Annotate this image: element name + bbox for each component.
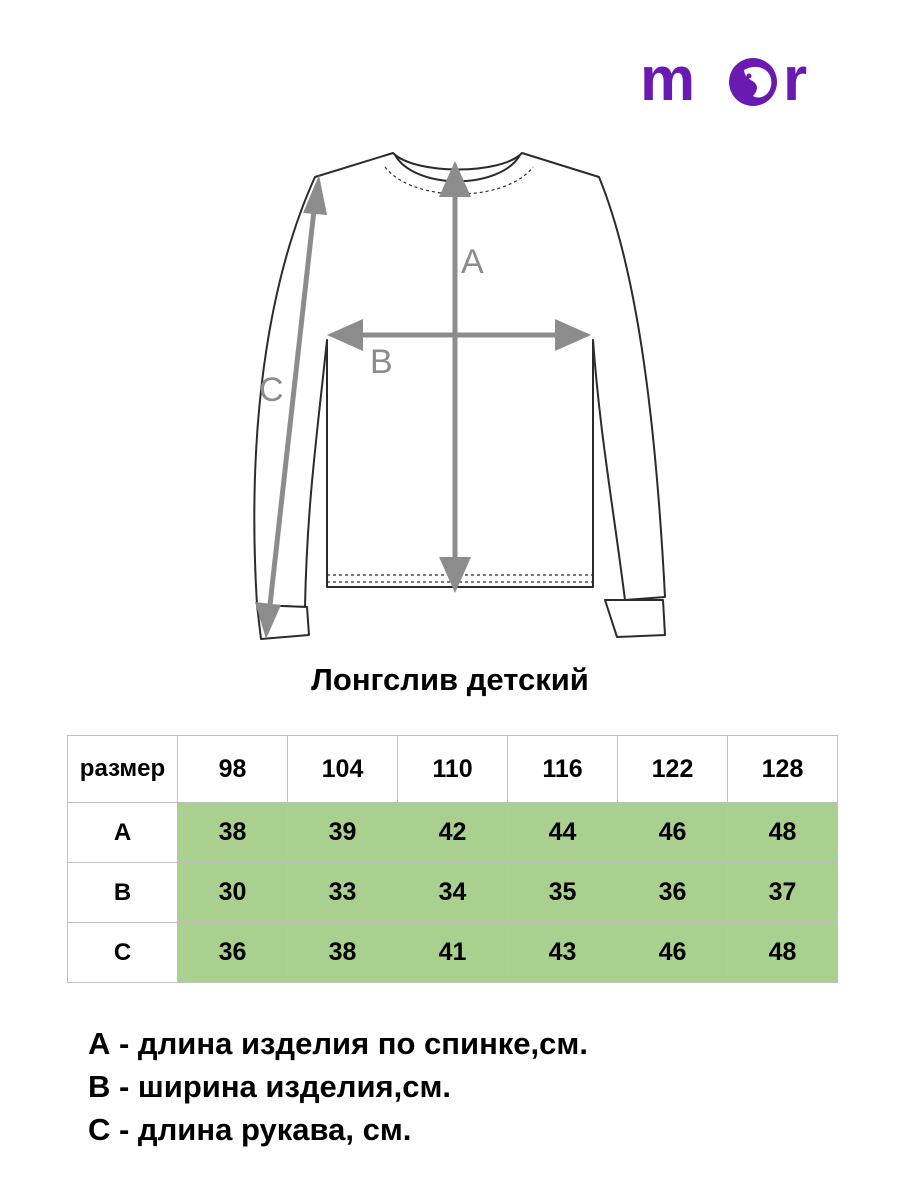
logo-letter-r: r (783, 48, 808, 112)
elephant-logo-icon (729, 58, 777, 106)
size-header-cell: 110 (398, 736, 508, 803)
row-label: B (68, 863, 178, 923)
label-c: C (259, 371, 284, 409)
product-title: Лонгслив детский (311, 662, 589, 697)
size-header-cell: 98 (178, 736, 288, 803)
value-cell: 33 (288, 863, 398, 923)
value-cell: 35 (508, 863, 618, 923)
value-cell: 48 (728, 803, 838, 863)
value-cell: 43 (508, 923, 618, 983)
value-cell: 46 (618, 923, 728, 983)
size-header-cell: 104 (288, 736, 398, 803)
legend-item-c: С - длина рукава, см. (88, 1112, 412, 1147)
table-row (68, 923, 838, 983)
value-cell: 39 (288, 803, 398, 863)
legend-item-b: В - ширина изделия,см. (88, 1069, 452, 1104)
value-cell: 48 (728, 923, 838, 983)
table-header-row (68, 736, 838, 803)
size-header-cell: 122 (618, 736, 728, 803)
value-cell: 41 (398, 923, 508, 983)
value-cell: 37 (728, 863, 838, 923)
value-cell: 42 (398, 803, 508, 863)
header-label: размер (68, 736, 178, 803)
value-cell: 30 (178, 863, 288, 923)
value-cell: 44 (508, 803, 618, 863)
value-cell: 34 (398, 863, 508, 923)
label-b: B (370, 343, 393, 381)
row-label: C (68, 923, 178, 983)
value-cell: 36 (178, 923, 288, 983)
size-table (67, 735, 838, 983)
value-cell: 46 (618, 803, 728, 863)
logo-letter-m: m (640, 48, 696, 112)
size-header-cell: 128 (728, 736, 838, 803)
table-row (68, 803, 838, 863)
legend-item-a: А - длина изделия по спинке,см. (88, 1026, 588, 1061)
measurement-legend (88, 1022, 588, 1151)
value-cell: 38 (288, 923, 398, 983)
table-row (68, 863, 838, 923)
longsleeve-diagram (215, 145, 685, 650)
row-label: A (68, 803, 178, 863)
label-a: A (461, 243, 484, 281)
value-cell: 38 (178, 803, 288, 863)
brand-logo (640, 48, 840, 112)
value-cell: 36 (618, 863, 728, 923)
size-header-cell: 116 (508, 736, 618, 803)
